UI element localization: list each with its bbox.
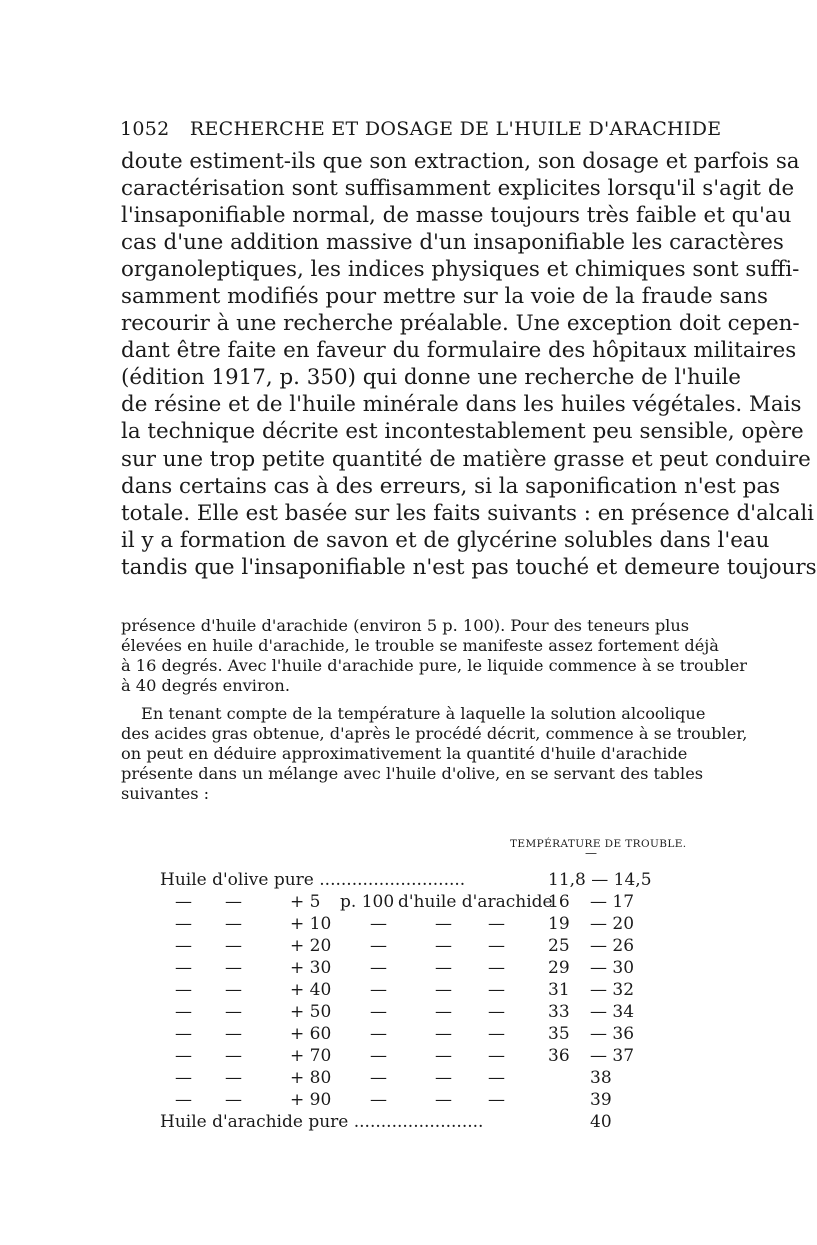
- text-line: organoleptiques, les indices physiques et chimiques sont suffi-: [121, 257, 800, 283]
- text-line: cas d'une addition massive d'un insaponifiable les caractères: [121, 230, 784, 256]
- text-line: on peut en déduire approximativement la quantité d'huile d'arachide: [121, 743, 688, 763]
- row-value: 40: [590, 1112, 612, 1132]
- table-header-dash: —: [585, 846, 597, 860]
- row-label: Huile d'olive pure ...........................: [160, 870, 466, 890]
- text-line: totale. Elle est basée sur les faits suivants : en présence d'alcali: [121, 500, 815, 526]
- text-line: samment modifiés pour mettre sur la voie de la fraude sans: [121, 284, 769, 310]
- text-line: (édition 1917, p. 350) qui donne une recherche de l'huile: [121, 365, 741, 391]
- row-value: 11,8 — 14,5: [548, 870, 652, 890]
- running-header: [120, 118, 722, 140]
- text-line: la technique décrite est incontestablement peu sensible, opère: [121, 419, 804, 445]
- text-line: dans certains cas à des erreurs, si la saponification n'est pas: [121, 473, 781, 499]
- text-line: sur une trop petite quantité de matière grasse et peut conduire: [121, 446, 811, 472]
- text-line: présence d'huile d'arachide (environ 5 p. 100). Pour des teneurs plus: [121, 616, 690, 635]
- small-paragraph-1: [121, 616, 748, 696]
- small-paragraph-2: [121, 704, 748, 803]
- text-line: présente dans un mélange avec l'huile d'olive, en se servant des tables: [121, 763, 704, 783]
- text-line: il y a formation de savon et de glycérine solubles dans l'eau: [121, 527, 770, 553]
- text-line: caractérisation sont suffisamment explicites lorsqu'il s'agit de: [121, 176, 795, 202]
- running-title: RECHERCHE ET DOSAGE DE L'HUILE D'ARACHIDE: [189, 118, 722, 140]
- text-line: à 16 degrés. Avec l'huile d'arachide pure, le liquide commence à se troubler: [121, 655, 748, 675]
- page-number: 1052: [120, 118, 170, 140]
- text-line: dant être faite en faveur du formulaire des hôpitaux militaires: [121, 338, 797, 364]
- text-line: suivantes :: [121, 783, 210, 803]
- text-line: recourir à une recherche préalable. Une exception doit cepen-: [121, 311, 800, 337]
- text-line: à 40 degrés environ.: [121, 675, 290, 695]
- table-header: TEMPÉRATURE DE TROUBLE.: [510, 838, 687, 850]
- main-text: [121, 148, 817, 581]
- text-line: élevées en huile d'arachide, le trouble se manifeste assez fortement déjà: [121, 635, 719, 655]
- text-line: des acides gras obtenue, d'après le procédé décrit, commence à se troubler,: [121, 723, 748, 743]
- text-line: l'insaponifiable normal, de masse toujours très faible et qu'au: [121, 203, 792, 229]
- text-line: En tenant compte de la température à laquelle la solution alcoolique: [141, 704, 706, 723]
- text-line: de résine et de l'huile minérale dans les huiles végétales. Mais: [121, 392, 802, 418]
- text-line: tandis que l'insaponifiable n'est pas touché et demeure toujours: [121, 554, 817, 580]
- row-label: Huile d'arachide pure ........................: [160, 1112, 484, 1132]
- text-line: doute estiment-ils que son extraction, son dosage et parfois sa: [121, 149, 800, 174]
